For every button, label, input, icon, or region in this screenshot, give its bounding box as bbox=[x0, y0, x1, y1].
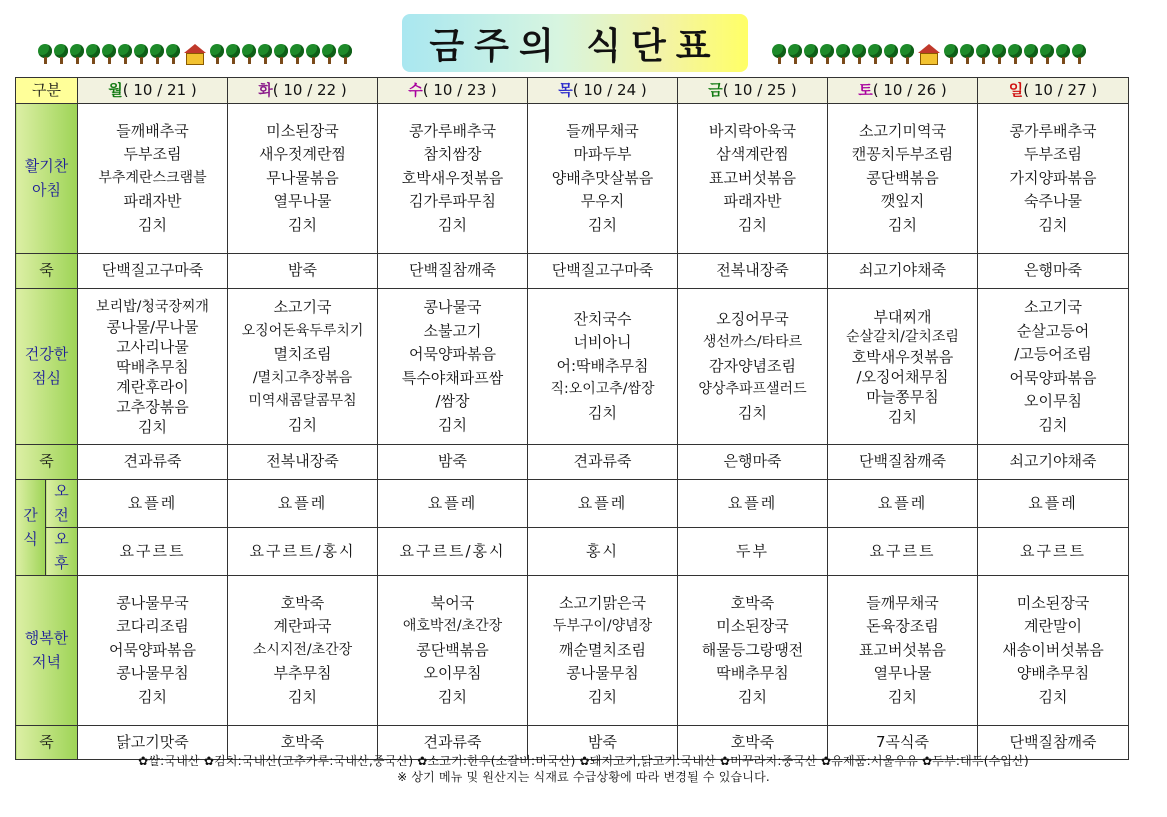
menu-item: 애호박전/초간장 bbox=[402, 618, 503, 635]
menu-item: 콩나물무침 bbox=[566, 664, 639, 683]
menu-item: 양배추무침 bbox=[1016, 664, 1090, 683]
menu-cell bbox=[528, 104, 678, 254]
menu-item: 김치 bbox=[438, 687, 467, 706]
day-header-sat bbox=[828, 78, 978, 104]
menu-item: 멸치조림 bbox=[273, 345, 332, 363]
menu-cell: 요구르트/홍시 bbox=[228, 528, 378, 576]
menu-item: 소고기국 bbox=[273, 298, 332, 316]
menu-cell bbox=[978, 104, 1129, 254]
breakfast-row bbox=[16, 104, 1129, 254]
day-date: ( 10 / 22 ) bbox=[272, 80, 347, 99]
menu-item: 파래자반 bbox=[123, 192, 182, 211]
menu-cell: 견과류죽 bbox=[528, 445, 678, 480]
day-name: 금 bbox=[708, 80, 723, 99]
menu-item: 바지락아욱국 bbox=[709, 121, 796, 140]
menu-item: 김치 bbox=[1038, 687, 1068, 706]
tree-icon bbox=[868, 44, 882, 64]
day-name: 수 bbox=[408, 80, 423, 99]
day-name: 목 bbox=[558, 80, 573, 99]
menu-cell bbox=[378, 104, 528, 254]
gubun-header: 구분 bbox=[16, 78, 78, 104]
menu-item: 부대찌개 bbox=[873, 307, 932, 326]
menu-cell: 견과류죽 bbox=[78, 445, 228, 480]
tree-icon bbox=[258, 44, 272, 64]
menu-item: 들깨무채국 bbox=[566, 121, 639, 140]
menu-item: 가지양파볶음 bbox=[1009, 168, 1097, 187]
menu-item: 소고기미역국 bbox=[859, 121, 946, 140]
row-label-porridge: 죽 bbox=[16, 445, 78, 480]
tree-icon bbox=[102, 44, 116, 64]
menu-cell: 요구르트 bbox=[978, 528, 1129, 576]
menu-item: 오징어돈육두루치기 bbox=[241, 322, 364, 339]
menu-item: 호박죽 bbox=[280, 593, 325, 612]
menu-item: 김가루파무침 bbox=[409, 192, 496, 211]
menu-cell: 전복내장죽 bbox=[678, 254, 828, 289]
menu-item: 북어국 bbox=[430, 593, 475, 612]
menu-item: 김치 bbox=[588, 687, 617, 706]
house-icon bbox=[918, 44, 940, 66]
menu-item: 고추장볶음 bbox=[116, 397, 189, 416]
menu-cell: 홍시 bbox=[528, 528, 678, 576]
menu-item: 김치 bbox=[738, 403, 767, 422]
menu-item: 콩단백볶음 bbox=[416, 640, 489, 659]
menu-item: 딱배추무침 bbox=[116, 357, 189, 376]
menu-item: 감자양념조림 bbox=[709, 356, 796, 375]
menu-cell bbox=[78, 576, 228, 726]
menu-cell bbox=[228, 289, 378, 445]
menu-item: 호박죽 bbox=[730, 593, 775, 612]
menu-item: 김치 bbox=[288, 215, 317, 234]
menu-item: 김치 bbox=[138, 687, 167, 706]
tree-icon bbox=[226, 44, 240, 64]
snack-am-row bbox=[16, 480, 1129, 528]
tree-icon bbox=[1072, 44, 1086, 64]
menu-item: /쌈장 bbox=[435, 392, 470, 410]
menu-cell bbox=[978, 289, 1129, 445]
menu-item: 들깨무채국 bbox=[866, 593, 939, 612]
menu-item: 김치 bbox=[138, 417, 167, 436]
day-header-mon bbox=[78, 78, 228, 104]
tree-icon bbox=[118, 44, 132, 64]
tree-icon bbox=[1024, 44, 1038, 64]
menu-item: 김치 bbox=[1038, 415, 1068, 434]
menu-item: 콩나물무국 bbox=[116, 593, 189, 612]
menu-item: 양상추파프샐러드 bbox=[698, 381, 807, 398]
row-label-breakfast: 활기찬 아침 bbox=[16, 104, 78, 254]
menu-cell: 요구르트 bbox=[78, 528, 228, 576]
menu-cell bbox=[978, 576, 1129, 726]
tree-icon bbox=[820, 44, 834, 64]
menu-item: 잔치국수 bbox=[573, 309, 632, 328]
right-decoration bbox=[772, 44, 1086, 66]
menu-item: 소시지전/초간장 bbox=[252, 641, 353, 658]
menu-item: 부추계란스크램블 bbox=[98, 169, 207, 186]
menu-item: 오이무침 bbox=[423, 664, 482, 683]
menu-item: 표고버섯볶음 bbox=[709, 168, 796, 187]
menu-item: 특수야채파프쌈 bbox=[401, 368, 504, 387]
row-label-lunch: 건강한 점심 bbox=[16, 289, 78, 445]
menu-cell: 전복내장죽 bbox=[228, 445, 378, 480]
menu-item: 부추무침 bbox=[273, 664, 332, 683]
page-title: 금주의 식단표 bbox=[402, 14, 748, 72]
menu-cell: 은행마죽 bbox=[978, 254, 1129, 289]
menu-cell: 단백질참깨죽 bbox=[828, 445, 978, 480]
tree-icon bbox=[772, 44, 786, 64]
menu-item: 숙주나물 bbox=[1024, 192, 1082, 211]
menu-item: 순살갈치/갈치조림 bbox=[846, 328, 959, 345]
day-date: ( 10 / 21 ) bbox=[122, 80, 197, 99]
tree-icon bbox=[70, 44, 84, 64]
menu-item: 새우젓계란찜 bbox=[259, 145, 346, 164]
menu-item: 해물등그랑땡전 bbox=[701, 640, 804, 659]
menu-cell: 요플레 bbox=[678, 480, 828, 528]
menu-item: 김치 bbox=[288, 415, 317, 434]
menu-cell: 쇠고기야채죽 bbox=[978, 445, 1129, 480]
menu-item: 두부조림 bbox=[123, 145, 182, 164]
menu-cell: 닭고기맛죽 bbox=[78, 726, 228, 760]
tree-icon bbox=[992, 44, 1006, 64]
menu-item: 열무나물 bbox=[873, 664, 932, 683]
tree-icon bbox=[804, 44, 818, 64]
menu-item: 코다리조림 bbox=[116, 617, 189, 636]
menu-item: 어묵양파볶음 bbox=[109, 640, 196, 659]
menu-cell: 요플레 bbox=[228, 480, 378, 528]
menu-item: 콩나물/무나물 bbox=[106, 317, 199, 336]
tree-icon bbox=[150, 44, 164, 64]
menu-item: 보리밥/청국장찌개 bbox=[96, 298, 209, 315]
menu-item: 파래자반 bbox=[723, 192, 782, 211]
menu-item: 김치 bbox=[888, 407, 917, 426]
menu-item: 소불고기 bbox=[423, 321, 482, 340]
tree-icon bbox=[852, 44, 866, 64]
menu-cell: 단백질참깨죽 bbox=[978, 726, 1129, 760]
menu-item: 미소된장국 bbox=[716, 617, 789, 636]
menu-cell bbox=[228, 576, 378, 726]
menu-item: 고사리나물 bbox=[116, 337, 189, 356]
menu-cell: 밤죽 bbox=[228, 254, 378, 289]
menu-cell: 요플레 bbox=[828, 480, 978, 528]
day-date: ( 10 / 25 ) bbox=[722, 80, 797, 99]
menu-item: 계란파국 bbox=[273, 617, 332, 636]
menu-item: 콩나물무침 bbox=[116, 664, 189, 683]
tree-icon bbox=[1008, 44, 1022, 64]
day-name: 일 bbox=[1008, 80, 1024, 99]
day-date: ( 10 / 24 ) bbox=[572, 80, 647, 99]
menu-item: 어묵양파볶음 bbox=[409, 345, 496, 363]
menu-item: 생선까스/타타르 bbox=[702, 334, 803, 351]
menu-item: 호박새우젓볶음 bbox=[401, 168, 504, 187]
menu-item: 김치 bbox=[438, 415, 467, 434]
menu-cell bbox=[678, 289, 828, 445]
menu-item: 캔꽁치두부조림 bbox=[851, 145, 954, 164]
menu-cell: 요플레 bbox=[978, 480, 1129, 528]
row-label-porridge: 죽 bbox=[16, 726, 78, 760]
menu-item: 열무나물 bbox=[273, 192, 332, 211]
menu-item: 소고기국 bbox=[1024, 298, 1082, 316]
menu-cell bbox=[528, 289, 678, 445]
menu-cell: 요플레 bbox=[528, 480, 678, 528]
menu-item: 무나물볶음 bbox=[266, 168, 339, 187]
menu-cell bbox=[228, 104, 378, 254]
menu-cell bbox=[378, 289, 528, 445]
menu-item: 직:오이고추/쌈장 bbox=[550, 381, 655, 398]
row-label-dinner: 행복한 저녁 bbox=[16, 576, 78, 726]
day-header-sun bbox=[978, 78, 1129, 104]
menu-item: 너비아니 bbox=[573, 333, 632, 352]
tree-icon bbox=[900, 44, 914, 64]
tree-icon bbox=[884, 44, 898, 64]
tree-icon bbox=[54, 44, 68, 64]
tree-icon bbox=[166, 44, 180, 64]
menu-cell: 요구르트 bbox=[828, 528, 978, 576]
menu-item: 콩가루배추국 bbox=[1009, 121, 1097, 140]
menu-cell: 쇠고기야채죽 bbox=[828, 254, 978, 289]
menu-cell: 단백질참깨죽 bbox=[378, 254, 528, 289]
menu-item: /멸치고추장볶음 bbox=[252, 369, 353, 386]
porridge-row bbox=[16, 254, 1129, 289]
tree-icon bbox=[210, 44, 224, 64]
menu-cell: 요구르트/홍시 bbox=[378, 528, 528, 576]
tree-icon bbox=[1056, 44, 1070, 64]
menu-cell: 두부 bbox=[678, 528, 828, 576]
menu-item: /고등어조림 bbox=[1014, 345, 1092, 363]
menu-cell: 요플레 bbox=[78, 480, 228, 528]
menu-item: 콩단백볶음 bbox=[866, 168, 939, 187]
menu-item: 콩나물국 bbox=[423, 298, 482, 316]
menu-table bbox=[15, 77, 1129, 760]
menu-cell: 호박죽 bbox=[678, 726, 828, 760]
menu-cell: 호박죽 bbox=[228, 726, 378, 760]
menu-item: 딱배추무침 bbox=[716, 664, 789, 683]
menu-cell: 은행마죽 bbox=[678, 445, 828, 480]
row-label-porridge: 죽 bbox=[16, 254, 78, 289]
menu-item: 미소된장국 bbox=[1016, 593, 1090, 612]
menu-item: 계란말이 bbox=[1024, 617, 1082, 636]
menu-item: 소고기맑은국 bbox=[559, 593, 646, 612]
tree-icon bbox=[290, 44, 304, 64]
menu-item: 깻잎지 bbox=[880, 192, 925, 211]
menu-cell: 7곡식죽 bbox=[828, 726, 978, 760]
menu-item: 김치 bbox=[738, 687, 767, 706]
menu-cell bbox=[828, 576, 978, 726]
menu-item: 김치 bbox=[138, 215, 167, 234]
tree-icon bbox=[944, 44, 958, 64]
lunch-row bbox=[16, 289, 1129, 445]
menu-item: 김치 bbox=[888, 687, 917, 706]
snack-am-label: 오 전 bbox=[46, 480, 78, 528]
day-date: ( 10 / 23 ) bbox=[422, 80, 497, 99]
snack-pm-row bbox=[16, 528, 1129, 576]
menu-item: 어:딱배추무침 bbox=[556, 356, 649, 375]
menu-cell bbox=[828, 104, 978, 254]
change-notice: ※ 상기 메뉴 및 원산지는 식재료 수급상황에 따라 변경될 수 있습니다. bbox=[397, 770, 770, 784]
origin-note: ✿쌀:국내산 ✿김치:국내산(고추가루:국내산,중국산) ✿소고기:한우(소갈비:미국산) ✿돼지고기,닭고기:국내산 ✿미꾸라지:중국산 ✿유제품:서울우유 ✿두부:대두(수입산) bbox=[138, 754, 1029, 768]
house-icon bbox=[184, 44, 206, 66]
tree-icon bbox=[306, 44, 320, 64]
menu-item: 삼색계란찜 bbox=[716, 145, 789, 164]
menu-cell: 요플레 bbox=[378, 480, 528, 528]
left-decoration bbox=[38, 44, 352, 66]
menu-item: 계란후라이 bbox=[116, 377, 189, 396]
menu-item: 양배추맛살볶음 bbox=[551, 168, 654, 187]
tree-icon bbox=[134, 44, 148, 64]
menu-item: 콩가루배추국 bbox=[409, 121, 496, 140]
menu-cell: 견과류죽 bbox=[378, 726, 528, 760]
tree-icon bbox=[338, 44, 352, 64]
tree-icon bbox=[86, 44, 100, 64]
menu-cell bbox=[78, 104, 228, 254]
menu-item: 김치 bbox=[738, 215, 767, 234]
header-row bbox=[16, 78, 1129, 104]
menu-item: 오징어무국 bbox=[716, 309, 789, 328]
tree-icon bbox=[242, 44, 256, 64]
menu-item: 순살고등어 bbox=[1016, 321, 1090, 340]
tree-icon bbox=[976, 44, 990, 64]
day-header-tue bbox=[228, 78, 378, 104]
menu-item: 미역새콤달콤무침 bbox=[248, 393, 357, 409]
day-name: 토 bbox=[858, 80, 873, 99]
day-header-thu bbox=[528, 78, 678, 104]
menu-item: 마늘쫑무침 bbox=[866, 387, 939, 406]
porridge-row bbox=[16, 445, 1129, 480]
menu-item: 김치 bbox=[888, 215, 917, 234]
menu-item: 김치 bbox=[438, 215, 467, 234]
tree-icon bbox=[38, 44, 52, 64]
menu-item: 호박새우젓볶음 bbox=[851, 347, 954, 366]
row-label-snack: 간 식 bbox=[16, 480, 46, 576]
menu-item: 마파두부 bbox=[573, 145, 632, 164]
menu-cell: 단백질고구마죽 bbox=[78, 254, 228, 289]
menu-cell: 밤죽 bbox=[378, 445, 528, 480]
menu-item: 미소된장국 bbox=[266, 121, 339, 140]
menu-item: 무우지 bbox=[580, 192, 625, 211]
menu-cell: 단백질고구마죽 bbox=[528, 254, 678, 289]
menu-item: 표고버섯볶음 bbox=[859, 640, 946, 659]
tree-icon bbox=[836, 44, 850, 64]
menu-item: 깨순멸치조림 bbox=[559, 640, 646, 659]
menu-item: 두부조림 bbox=[1024, 145, 1082, 164]
tree-icon bbox=[960, 44, 974, 64]
menu-item: /오징어채무침 bbox=[856, 367, 949, 386]
menu-item: 김치 bbox=[588, 403, 617, 422]
menu-item: 새송이버섯볶음 bbox=[1002, 640, 1104, 659]
menu-item: 들깨배추국 bbox=[116, 121, 189, 140]
menu-item: 참치쌈장 bbox=[423, 145, 482, 164]
menu-cell bbox=[828, 289, 978, 445]
menu-cell bbox=[528, 576, 678, 726]
menu-item: 오이무침 bbox=[1024, 392, 1082, 410]
day-date: ( 10 / 26 ) bbox=[872, 80, 947, 99]
tree-icon bbox=[274, 44, 288, 64]
day-name: 화 bbox=[258, 80, 273, 99]
day-name: 월 bbox=[108, 80, 123, 99]
day-date: ( 10 / 27 ) bbox=[1023, 80, 1098, 99]
menu-item: 어묵양파볶음 bbox=[1009, 368, 1097, 387]
menu-item: 김치 bbox=[288, 687, 317, 706]
tree-icon bbox=[788, 44, 802, 64]
day-header-wed bbox=[378, 78, 528, 104]
menu-cell bbox=[378, 576, 528, 726]
dinner-row bbox=[16, 576, 1129, 726]
day-header-fri bbox=[678, 78, 828, 104]
tree-icon bbox=[322, 44, 336, 64]
menu-cell bbox=[678, 104, 828, 254]
menu-cell: 밤죽 bbox=[528, 726, 678, 760]
menu-item: 두부구이/양념장 bbox=[552, 618, 653, 635]
tree-icon bbox=[1040, 44, 1054, 64]
menu-item: 돈육장조림 bbox=[866, 617, 939, 636]
menu-cell bbox=[678, 576, 828, 726]
menu-item: 김치 bbox=[1038, 215, 1068, 234]
snack-pm-label: 오 후 bbox=[46, 528, 78, 576]
menu-cell bbox=[78, 289, 228, 445]
menu-item: 김치 bbox=[588, 215, 617, 234]
